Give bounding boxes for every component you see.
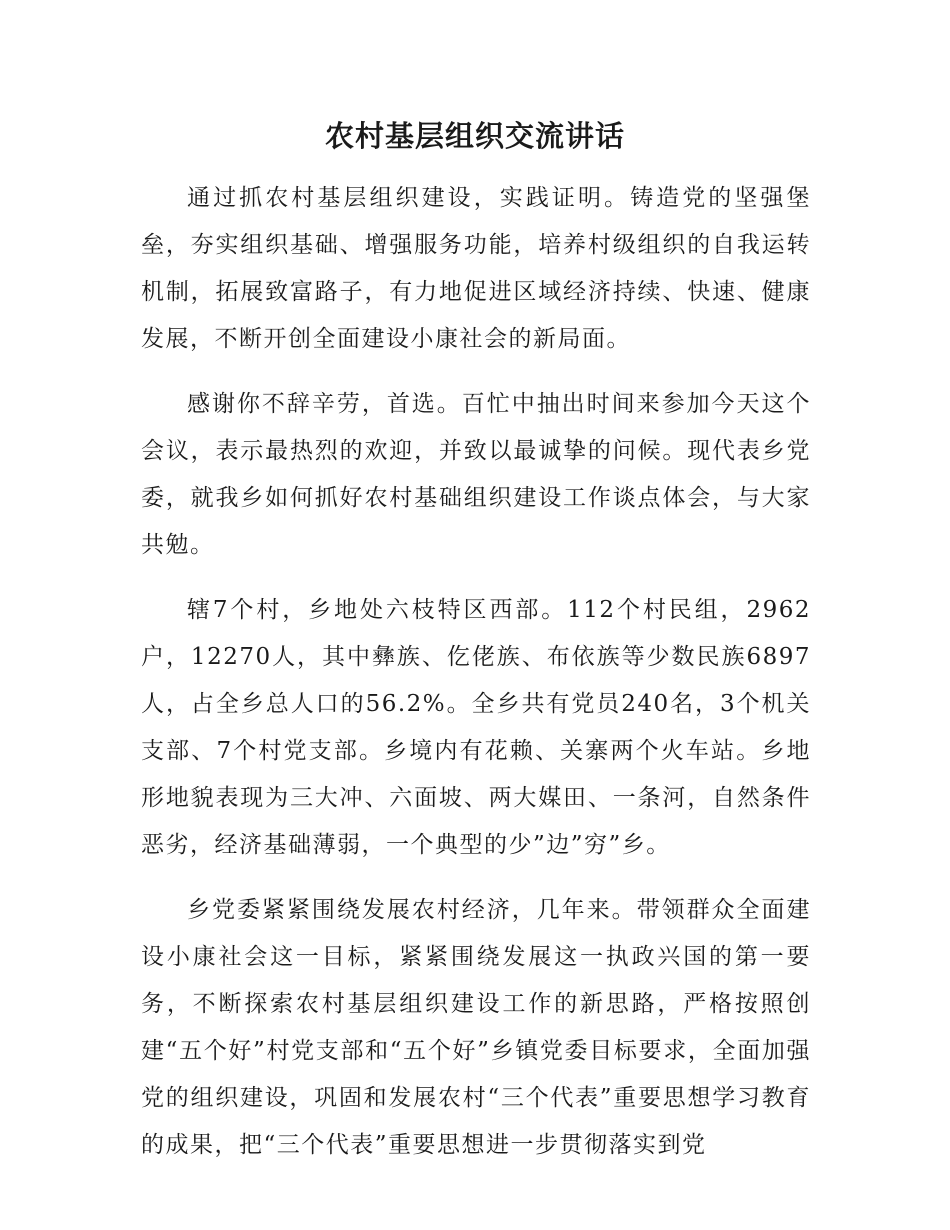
document-body xyxy=(141,175,811,1187)
paragraph-3: 辖7个村，乡地处六枝特区西部。112个村民组，2962户，12270人，其中彝族、仡佬族、布依族等少数民族6897人，占全乡总人口的56.2%。全乡共有党员240名，3个机关支部、7个村党支部。乡境内有花赖、关寨两个火车站。乡地形地貌表现为三大冲、六面坡、两大媒田、一条河，自然条件恶劣，经济基础薄弱，一个典型的少”边”穷”乡。 xyxy=(141,597,811,858)
paragraph-1: 通过抓农村基层组织建设，实践证明。铸造党的坚强堡垒，夯实组织基础、增强服务功能，培养村级组织的自我运转机制，拓展致富路子，有力地促进区域经济持续、快速、健康发展，不断开创全面建设小康社会的新局面。 xyxy=(141,185,811,352)
document-title: 农村基层组织交流讲话 xyxy=(324,119,625,153)
paragraph-4: 乡党委紧紧围绕发展农村经济，几年来。带领群众全面建设小康社会这一目标，紧紧围绕发展这一执政兴国的第一要务，不断探索农村基层组织建设工作的新思路，严格按照创建“五个好”村党支部和“五个好”乡镇党委目标要求，全面加强党的组织建设，巩固和发展农村“三个代表”重要思想学习教育的成果，把“三个代表”重要思想进一步贯彻落实到党 xyxy=(141,897,811,1158)
paragraph-2: 感谢你不辞辛劳，首选。百忙中抽出时间来参加今天这个会议，表示最热烈的欢迎，并致以最诚挚的问候。现代表乡党委，就我乡如何抓好农村基础组织建设工作谈点体会，与大家共勉。 xyxy=(141,391,811,558)
